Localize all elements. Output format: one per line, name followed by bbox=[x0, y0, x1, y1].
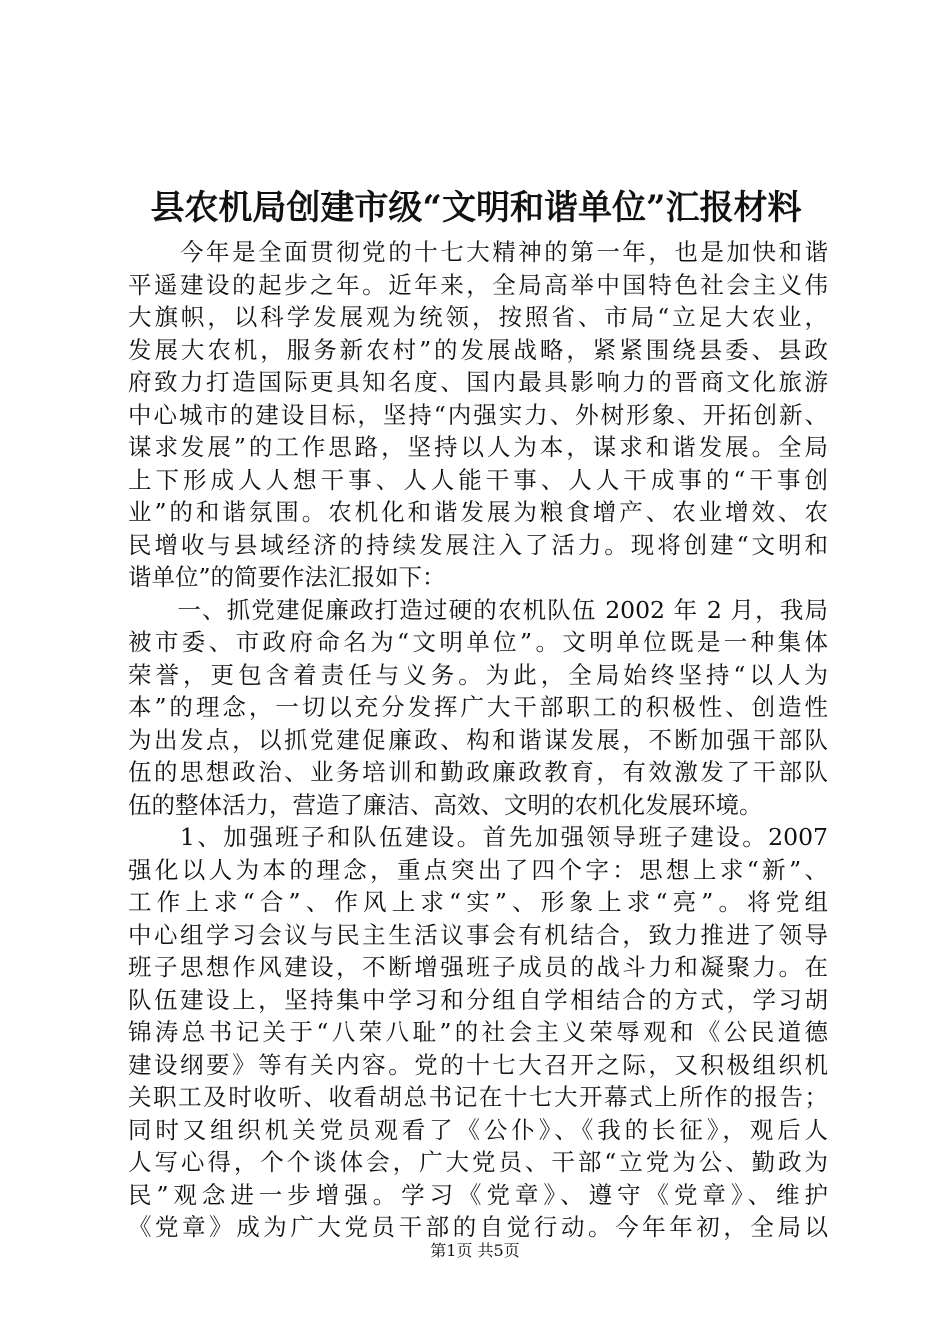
body-line: 本”的理念，一切以充分发挥广大干部职工的积极性、创造性 bbox=[128, 693, 828, 721]
body-line: 谐单位”的简要作法汇报如下： bbox=[128, 563, 446, 591]
body-line: 伍的整体活力，营造了廉洁、高效、文明的农机化发展环境。 bbox=[128, 790, 763, 819]
body-line: 强化以人为本的理念，重点突出了四个字：思想上求“新”、 bbox=[128, 855, 828, 884]
document-body bbox=[128, 236, 828, 1244]
body-line: 今年是全面贯彻党的十七大精神的第一年，也是加快和谐 bbox=[128, 238, 828, 266]
body-line: 中心组学习会议与民主生活议事会有机结合，致力推进了领导 bbox=[128, 920, 828, 949]
body-line: 大旗帜，以科学发展观为统领，按照省、市局“立足大农业， bbox=[128, 303, 828, 331]
body-line: 被市委、市政府命名为“文明单位”。文明单位既是一种集体 bbox=[128, 628, 828, 656]
body-line: 中心城市的建设目标，坚持“内强实力、外树形象、开拓创新、 bbox=[128, 400, 828, 429]
body-line: 人写心得，个个谈体会，广大党员、干部“立党为公、勤政为 bbox=[128, 1148, 828, 1176]
body-line: 谋求发展”的工作思路，坚持以人为本，谋求和谐发展。全局 bbox=[128, 433, 828, 461]
body-line: 上下形成人人想干事、人人能干事、人人干成事的“干事创 bbox=[128, 465, 828, 494]
body-line: 发展大农机，服务新农村”的发展战略，紧紧围绕县委、县政 bbox=[128, 335, 828, 364]
body-line: 为出发点，以抓党建促廉政、构和谐谋发展，不断加强干部队 bbox=[128, 725, 828, 754]
document-title: 县农机局创建市级“文明和谐单位”汇报材料 bbox=[150, 188, 802, 228]
body-line: 锦涛总书记关于“八荣八耻”的社会主义荣辱观和《公民道德 bbox=[128, 1018, 828, 1046]
body-line: 《党章》成为广大党员干部的自觉行动。今年年初，全局以 bbox=[128, 1213, 828, 1241]
body-line: 民”观念进一步增强。学习《党章》、遵守《党章》、维护 bbox=[128, 1180, 828, 1209]
body-line: 1、加强班子和队伍建设。首先加强领导班子建设。2007 bbox=[128, 823, 828, 851]
body-line: 队伍建设上，坚持集中学习和分组自学相结合的方式，学习胡 bbox=[128, 985, 828, 1014]
body-line: 班子思想作风建设，不断增强班子成员的战斗力和凝聚力。在 bbox=[128, 953, 828, 981]
body-line: 关职工及时收听、收看胡总书记在十七大开幕式上所作的报告； bbox=[128, 1083, 828, 1111]
body-line: 府致力打造国际更具知名度、国内最具影响力的晋商文化旅游 bbox=[128, 368, 828, 396]
body-line: 伍的思想政治、业务培训和勤政廉政教育，有效激发了干部队 bbox=[128, 758, 828, 786]
body-line: 建设纲要》等有关内容。党的十七大召开之际，又积极组织机 bbox=[128, 1050, 828, 1079]
body-line: 平遥建设的起步之年。近年来，全局高举中国特色社会主义伟 bbox=[128, 270, 828, 299]
body-line: 荣誉，更包含着责任与义务。为此，全局始终坚持“以人为 bbox=[128, 660, 828, 689]
body-line: 工作上求“合”、作风上求“实”、形象上求“亮”。将党组 bbox=[128, 888, 828, 916]
page-footer: 第1页 共5页 bbox=[430, 1241, 520, 1260]
body-line: 同时又组织机关党员观看了《公仆》、《我的长征》，观后人 bbox=[128, 1115, 828, 1144]
body-line: 民增收与县域经济的持续发展注入了活力。现将创建“文明和 bbox=[128, 530, 828, 559]
body-line: 一、抓党建促廉政打造过硬的农机队伍 2002 年 2 月，我局 bbox=[128, 595, 828, 624]
body-line: 业”的和谐氛围。农机化和谐发展为粮食增产、农业增效、农 bbox=[128, 498, 828, 526]
